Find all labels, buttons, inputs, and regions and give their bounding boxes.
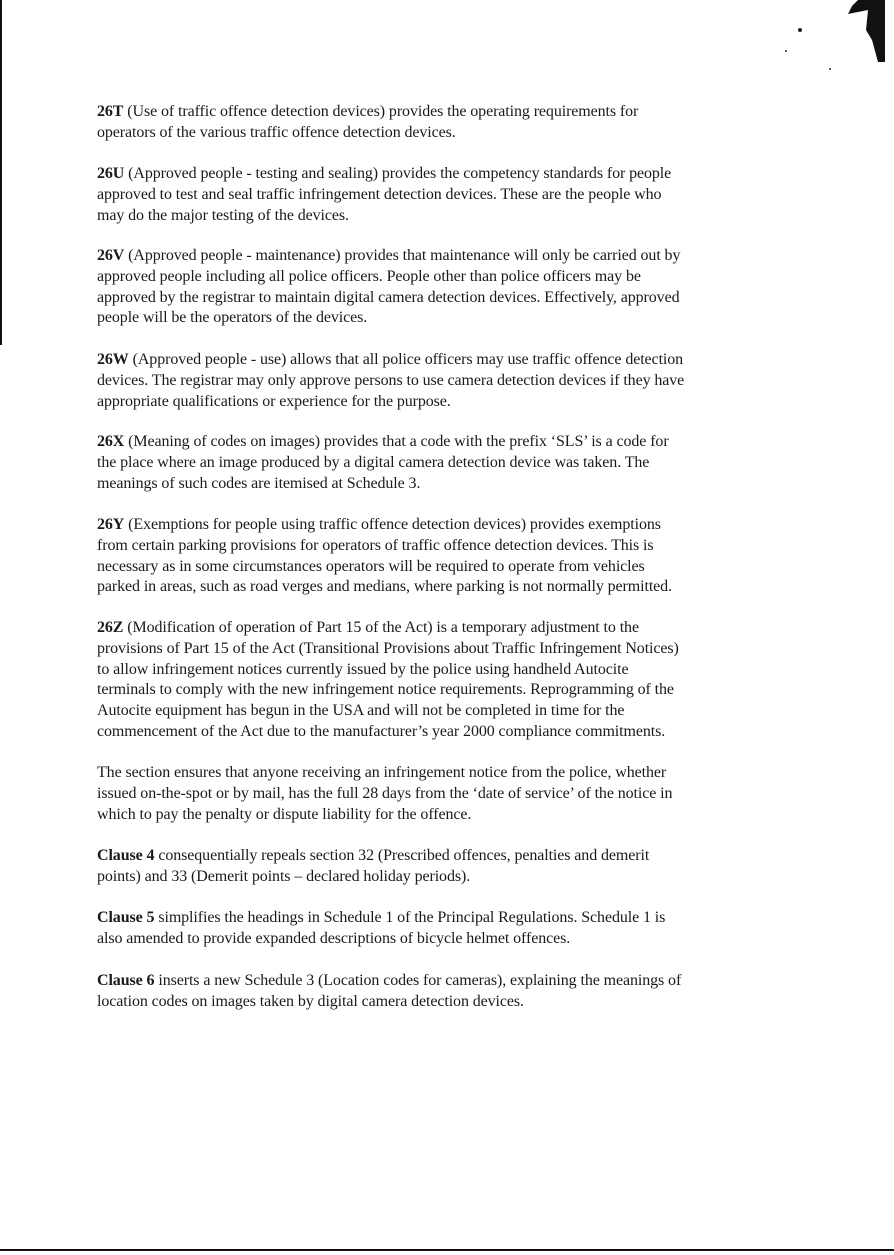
paragraph-section-note [97,763,787,825]
paragraph-26z [97,618,787,743]
paragraph-26x [97,432,787,494]
section-key: Clause 6 [97,972,155,989]
paragraph-line: approved by the registrar to maintain digital camera detection devices. Effectively, approved [97,288,680,306]
paragraph-line: (Meaning of codes on images) provides that a code with the prefix ‘SLS’ is a code for [128,433,669,450]
scan-speck [785,50,787,52]
section-key: 26X [97,433,125,450]
paragraph-line: from certain parking provisions for operators of traffic offence detection devices. This is [97,536,654,554]
paragraph-26v [97,246,787,329]
paragraph-line: meanings of such codes are itemised at Schedule 3. [97,474,421,492]
scan-speck [798,28,802,32]
scan-speck [829,68,831,70]
paragraph-line: points) and 33 (Demerit points – declared holiday periods). [97,867,471,885]
paragraph-line: which to pay the penalty or dispute liability for the offence. [97,805,472,823]
paragraph-line: (Approved people - maintenance) provides that maintenance will only be carried out by [128,247,681,264]
paragraph-line: terminals to comply with the new infringement notice requirements. Reprogramming of the [97,681,674,699]
section-key: 26V [97,247,125,264]
paragraph-line: (Use of traffic offence detection devices) provides the operating requirements for [127,103,639,120]
paragraph-26t [97,102,787,144]
paragraph-26u [97,164,787,226]
paragraph-line: (Modification of operation of Part 15 of the Act) is a temporary adjustment to the [127,619,639,636]
paragraph-line: operators of the various traffic offence detection devices. [97,123,456,141]
section-key: Clause 4 [97,847,155,864]
paragraph-line: inserts a new Schedule 3 (Location codes for cameras), explaining the meanings of [158,972,682,989]
section-key: 26W [97,351,129,368]
paragraph-line: necessary as in some circumstances operators will be required to operate from vehicles [97,557,645,575]
paragraph-line: approved to test and seal traffic infringement detection devices. These are the people who [97,185,662,203]
section-key: 26T [97,103,124,120]
section-key: Clause 5 [97,909,155,926]
paragraph-clause-5 [97,908,787,950]
section-key: 26Y [97,516,125,533]
paragraph-line: issued on-the-spot or by mail, has the full 28 days from the ‘date of service’ of the notice in [97,784,673,802]
paragraph-line: commencement of the Act due to the manufacturer’s year 2000 compliance commitments. [97,722,666,740]
paragraph-line: also amended to provide expanded descriptions of bicycle helmet offences. [97,929,571,947]
paragraph-line: consequentially repeals section 32 (Prescribed offences, penalties and demerit [158,847,650,864]
paragraph-line: devices. The registrar may only approve persons to use camera detection devices if they have [97,371,685,389]
paragraph-line: approved people including all police officers. People other than police officers may be [97,267,641,285]
paragraph-line: simplifies the headings in Schedule 1 of the Principal Regulations. Schedule 1 is [158,909,666,926]
paragraph-line: the place where an image produced by a digital camera detection device was taken. The [97,453,650,471]
paragraph-26y [97,515,787,598]
paragraph-26w [97,350,787,412]
paragraph-line: location codes on images taken by digital camera detection devices. [97,992,524,1010]
paragraph-clause-6 [97,971,787,1013]
paragraph-line: parked in areas, such as road verges and medians, where parking is not normally permitted. [97,578,672,596]
scan-corner-mark [838,0,886,62]
paragraph-line: appropriate qualifications or experience for the purpose. [97,392,451,410]
section-key: 26Z [97,619,124,636]
scan-bottom-edge-line [0,1249,894,1251]
paragraph-line: may do the major testing of the devices. [97,206,349,224]
paragraph-line: provisions of Part 15 of the Act (Transitional Provisions about Traffic Infringement Notices) [97,639,679,657]
paragraph-line: The section ensures that anyone receiving an infringement notice from the police, whether [97,764,667,781]
paragraph-line: (Approved people - use) allows that all police officers may use traffic offence detection [132,351,684,368]
scan-left-edge-line [0,0,2,345]
paragraph-line: Autocite equipment has begun in the USA and will not be completed in time for the [97,702,625,720]
paragraph-line: people will be the operators of the devices. [97,309,368,327]
paragraph-line: (Approved people - testing and sealing) provides the competency standards for people [128,165,672,182]
section-key: 26U [97,165,125,182]
paragraph-line: (Exemptions for people using traffic offence detection devices) provides exemptions [128,516,661,533]
paragraph-line: to allow infringement notices currently issued by the police using handheld Autocite [97,660,629,678]
paragraph-clause-4 [97,846,787,888]
